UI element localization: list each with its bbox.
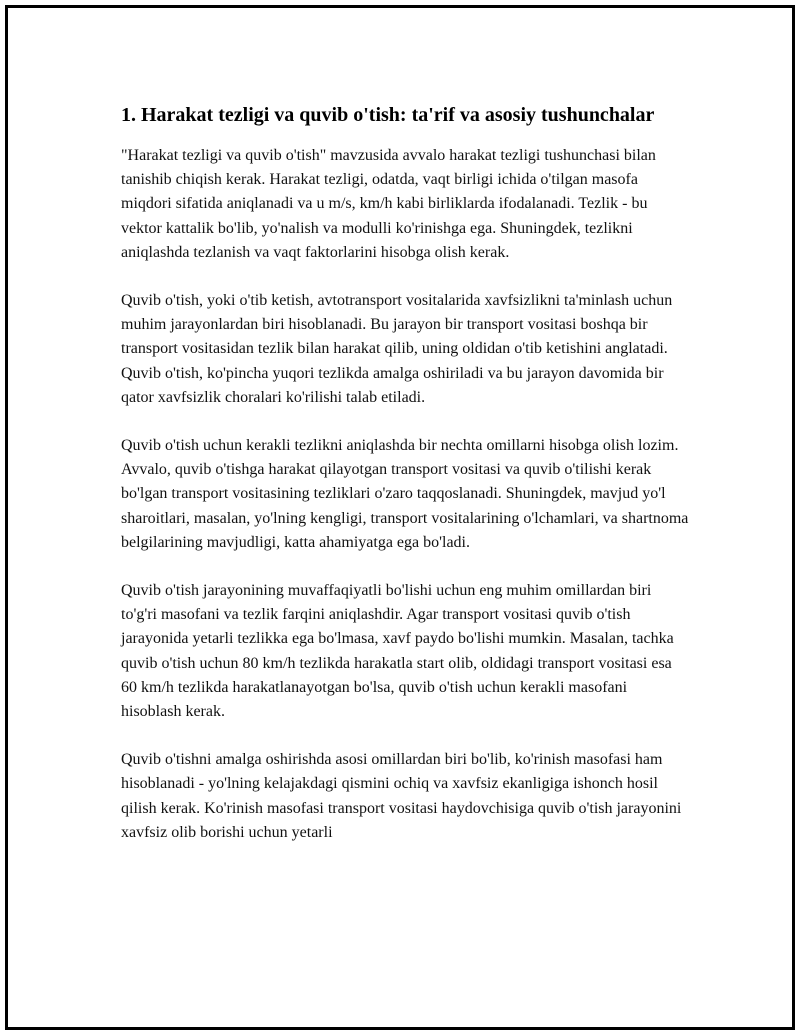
paragraph-1: "Harakat tezligi va quvib o'tish" mavzusida avvalo harakat tezligi tushunchasi bilan tanishib chiqish kerak. Harakat tezligi, odatda, vaqt birligi ichida o'tilgan masofa miqdori sifatida aniqlanadi va u m/s, km/h kabi birliklarda ifodalanadi. Tezlik - bu vektor kattalik bo'lib, yo'nalish va modulli ko'rinishga ega. Shuningdek, tezlikni aniqlashda tezlanish va vaqt faktorlarini hisobga olish kerak. bbox=[121, 147, 656, 261]
paragraph-2: Quvib o'tish, yoki o'tib ketish, avtotransport vositalarida xavfsizlikni ta'minlash uchun muhim jarayonlardan biri hisoblanadi. Bu jarayon bir transport vositasi boshqa bir transport vositasidan tezlik bilan harakat qilib, uning oldidan o'tib ketishini anglatadi. Quvib o'tish, ko'pincha yuqori tezlikda amalga oshiriladi va bu jarayon davomida bir qator xavfsizlik choralari ko'rilishi talab etiladi. bbox=[121, 292, 673, 406]
page-frame bbox=[5, 5, 795, 1030]
document-body bbox=[121, 101, 691, 869]
paragraph-4: Quvib o'tish jarayonining muvaffaqiyatli bo'lishi uchun eng muhim omillardan biri to'g'ri masofani va tezlik farqini aniqlashdir. Agar transport vositasi quvib o'tish jarayonida yetarli tezlikka ega bo'lmasa, xavf paydo bo'lishi mumkin. Masalan, tachka quvib o'tish uchun 80 km/h tezlikda harakatla start olib, oldidagi transport vositasi esa 60 km/h tezlikda harakatlanayotgan bo'lsa, quvib o'tish uchun kerakli masofani hisoblash kerak. bbox=[121, 582, 674, 721]
paragraph-3: Quvib o'tish uchun kerakli tezlikni aniqlashda bir nechta omillarni hisobga olish lozim. Avvalo, quvib o'tishga harakat qilayotgan transport vositasi va quvib o'tilishi kerak bo'lgan transport vositasining tezliklari o'zaro taqqoslanadi. Shuningdek, mavjud yo'l sharoitlari, masalan, yo'lning kengligi, transport vositalarining o'lchamlari, va shartnoma belgilarining mavjudligi, katta ahamiyatga ega bo'ladi. bbox=[121, 437, 689, 551]
paragraph-5: Quvib o'tishni amalga oshirishda asosi omillardan biri bo'lib, ko'rinish masofasi ham hisoblanadi - yo'lning kelajakdagi qismini ochiq va xavfsiz ekanligiga ishonch hosil qilish kerak. Ko'rinish masofasi transport vositasi haydovchisiga quvib o'tish jarayonini xavfsiz olib borishi uchun yetarli bbox=[121, 751, 682, 841]
section-heading: 1. Harakat tezligi va quvib o'tish: ta'rif va asosiy tushunchalar bbox=[121, 104, 655, 126]
